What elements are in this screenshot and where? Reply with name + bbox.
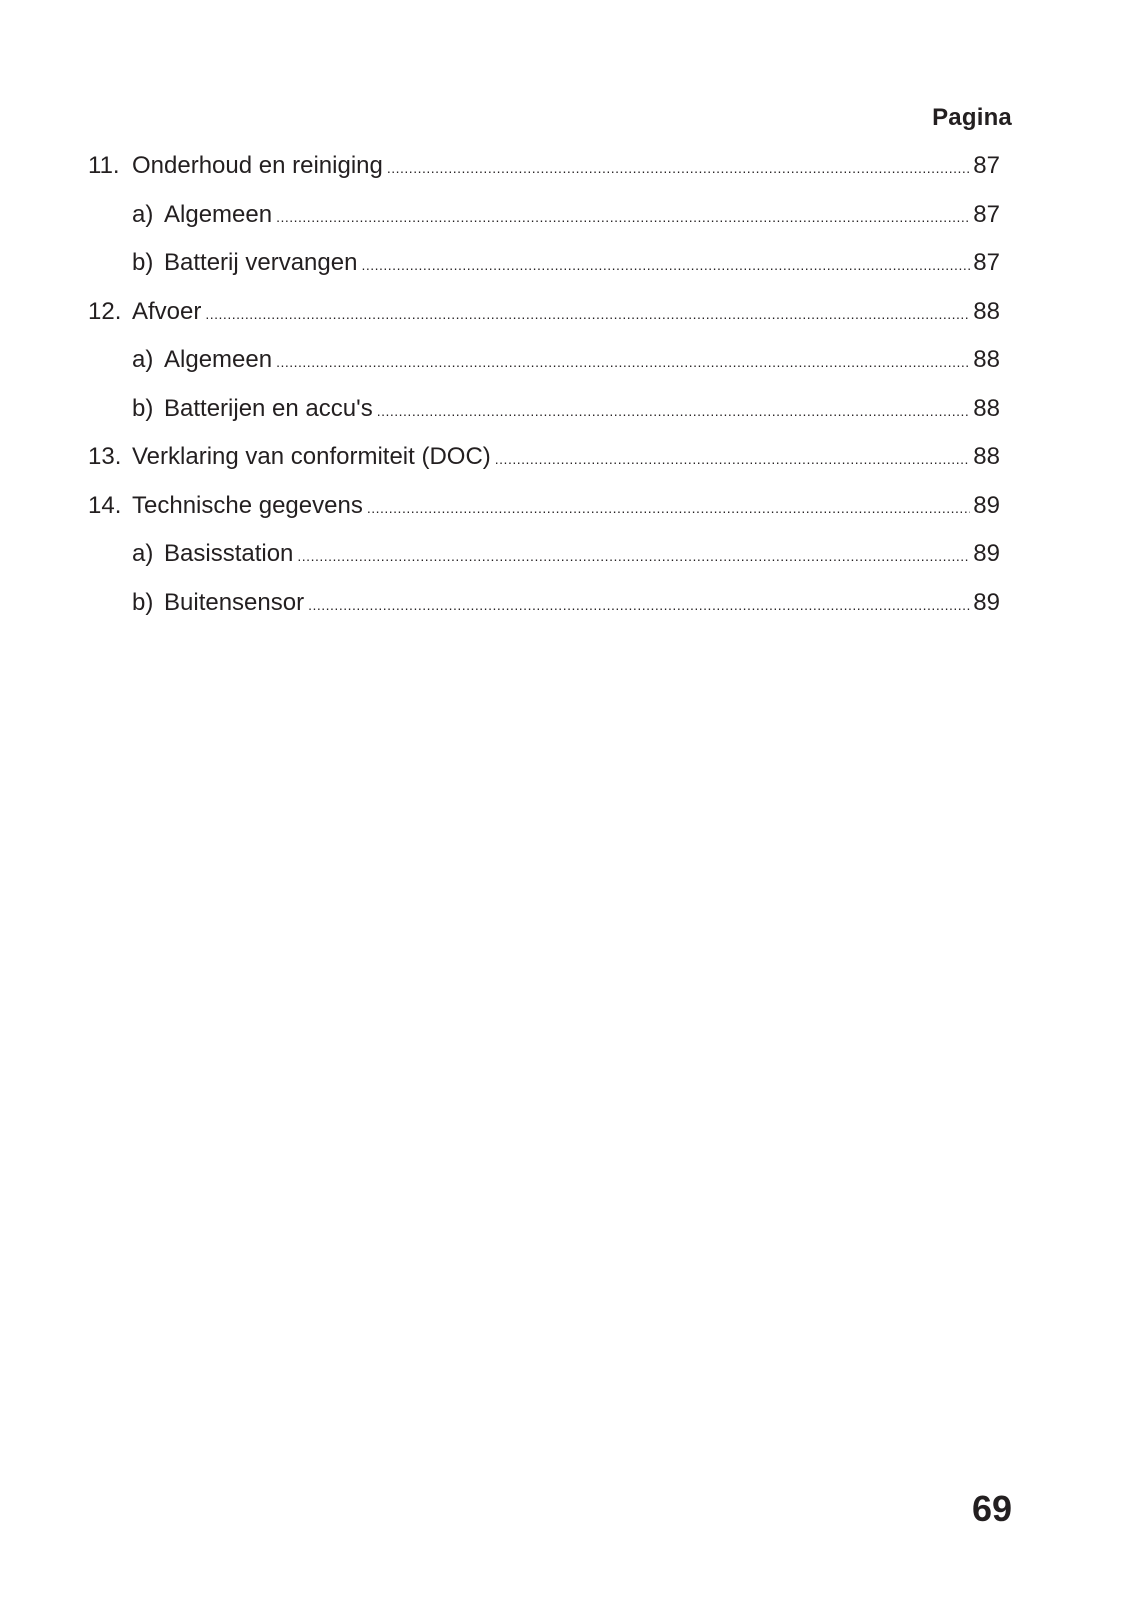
toc-entry-page: 88 [973,297,1000,325]
toc-entry-page: 88 [973,443,1000,470]
table-of-contents [88,148,1000,633]
toc-entry[interactable] [88,488,1000,537]
toc-dot-leader [361,245,970,283]
toc-entry-title: Batterijen en accu's [164,394,373,422]
toc-dot-leader [367,488,970,526]
toc-entry[interactable] [88,245,1000,294]
toc-entry-page: 88 [973,394,1000,422]
toc-entry-page: 89 [973,540,1000,567]
toc-entry-number: 12. [88,297,122,325]
toc-entry-number: 13. [88,443,122,470]
toc-dot-leader [205,294,970,332]
toc-entry-page: 87 [973,152,1000,179]
toc-entry-number: 11. [88,152,120,179]
toc-page-column-heading: Pagina [932,104,1012,131]
toc-entry[interactable] [88,148,1000,197]
toc-entry-number: b) [132,394,154,422]
toc-dot-leader [297,536,970,574]
toc-entry[interactable] [88,342,1000,391]
toc-entry-page: 87 [973,200,1000,228]
toc-entry-title: Algemeen [164,200,273,228]
page-number: 69 [971,1488,1012,1529]
toc-dot-leader [377,391,970,429]
toc-entry-page: 89 [973,588,1000,616]
toc-entry-number: a) [132,200,154,228]
toc-entry-title: Onderhoud en reiniging [132,152,383,179]
toc-entry-title: Batterij vervangen [164,249,358,276]
toc-entry[interactable] [88,585,1000,634]
toc-dot-leader [276,342,970,380]
toc-entry-number: a) [132,540,154,567]
toc-entry[interactable] [88,197,1000,246]
toc-entry[interactable] [88,294,1000,343]
toc-entry-title: Technische gegevens [132,491,363,519]
toc-entry-title: Buitensensor [164,588,305,616]
toc-entry[interactable] [88,439,1000,488]
toc-entry-number: 14. [88,491,122,519]
toc-entry-page: 87 [973,249,1000,276]
toc-entry-number: b) [132,249,154,276]
toc-entry-page: 88 [973,346,1000,373]
toc-entry[interactable] [88,536,1000,585]
toc-entry-title: Verklaring van conformiteit (DOC) [132,443,491,470]
toc-entry-number: b) [132,588,154,616]
toc-entry-number: a) [132,346,154,373]
toc-dot-leader [308,585,970,623]
toc-entry-title: Basisstation [164,540,294,567]
toc-dot-leader [276,197,970,235]
toc-entry-title: Algemeen [164,346,273,373]
toc-entry-page: 89 [973,491,1000,519]
toc-dot-leader [387,148,970,186]
toc-entry[interactable] [88,391,1000,440]
toc-dot-leader [495,439,970,477]
toc-entry-title: Afvoer [132,297,202,325]
